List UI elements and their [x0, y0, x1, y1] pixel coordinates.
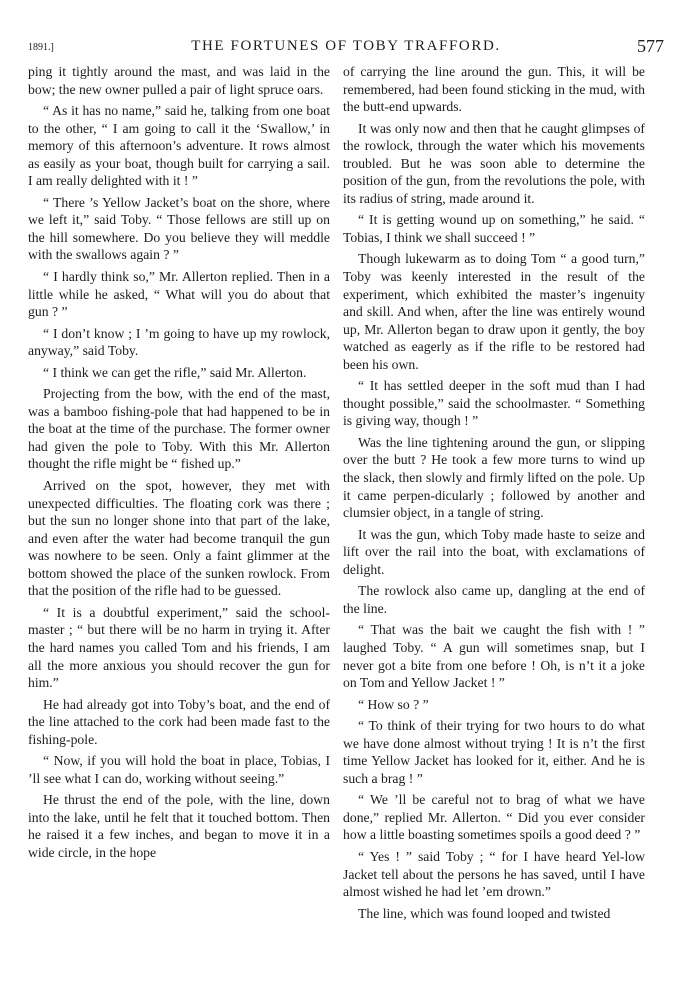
paragraph: It was only now and then that he caught glimpses of the rowlock, through the water which his movements troubled. But he was soon able to determine the position of the gun, from the revolutions the pole, with its radius of string, made around it. — [343, 120, 645, 206]
paragraph: “ Yes ! ” said Toby ; “ for I have heard Yel-low Jacket tell about the persons he has saved, until I have almost wished he had let ’em drown.” — [343, 848, 645, 900]
paragraph: Was the line tightening around the gun, or slipping over the butt ? He took a few more turns to wind up the slack, then slowly and firmly lifted on the pole. Up it came perpen-dicularly ; followed by another and clumsier object, in a tangle of string. — [343, 434, 645, 521]
paragraph: “ We ’ll be careful not to brag of what we have done,” replied Mr. Allerton. “ Did you ever consider how a little boasting sometimes spoils a good deed ? ” — [343, 792, 645, 843]
issue-date: 1891.] — [28, 42, 54, 53]
running-title: THE FORTUNES OF TOBY TRAFFORD. — [191, 38, 501, 54]
paragraph: “ I don’t know ; I ’m going to have up my rowlock, anyway,” said Toby. — [28, 325, 330, 359]
paragraph: Arrived on the spot, however, they met with unexpected difficulties. The floating cork was there ; but the sun no longer shone into that part of the lake, and even after the water had become tranquil the gun was nowhere to be seen. Only a faint glimmer at the bottom showed the place of the sunken rowlock. From that the position of the rifle had to be guessed. — [28, 478, 330, 599]
paragraph: Projecting from the bow, with the end of the mast, was a bamboo fishing-pole that had happened to be in the boat at the time of the purchase. The former owner had given the pole to Toby. With this Mr. Allerton thought the rifle might be “ fished up.” — [28, 386, 330, 472]
paragraph: “ There ’s Yellow Jacket’s boat on the shore, where we left it,” said Toby. “ Those fellows are still up on the hill somewhere. Do you believe they will meddle with the swallows again ? ” — [28, 194, 330, 263]
left-column — [28, 63, 330, 862]
paragraph: “ As it has no name,” said he, talking from one boat to the other, “ I am going to call it the ‘Swallow,’ in memory of this afternoon’s adventure. It rows almost as easily as your boat, though built for carrying a sail. I am really delighted with it ! ” — [28, 103, 330, 189]
paragraph: The rowlock also came up, dangling at the end of the line. — [343, 583, 645, 616]
paragraph: “ It is getting wound up on something,” he said. “ Tobias, I think we shall succeed ! ” — [343, 212, 645, 245]
page-number: 577 — [637, 36, 664, 56]
paragraph: The line, which was found looped and twisted — [358, 905, 611, 921]
paragraph: “ I hardly think so,” Mr. Allerton replied. Then in a little while he asked, “ What will you do about that gun ? ” — [28, 269, 330, 320]
paragraph: He thrust the end of the pole, with the line, down into the lake, until he felt that it touched bottom. Then he raised it a few inches, and began to move it in a wide circle, in the hope — [28, 792, 330, 860]
paragraph: “ I think we can get the rifle,” said Mr. Allerton. — [43, 364, 307, 380]
paragraph: “ That was the bait we caught the fish with ! ” laughed Toby. “ A gun will sometimes snap, but I never got a bite from one before ! Oh, is n’t it a joke on Tom and Yellow Jacket ! ” — [343, 622, 645, 691]
paragraph: “ To think of their trying for two hours to do what we have done almost without trying ! It is n’t the first time Yellow Jacket has looked for it, either. And he is such a brag ! ” — [343, 718, 645, 786]
right-column — [343, 63, 645, 922]
paragraph: ping it tightly around the mast, and was laid in the bow; the new owner pulled a pair of light spruce oars. — [28, 64, 330, 97]
paragraph: “ It has settled deeper in the soft mud than I had thought possible,” said the schoolmaster. “ Something is giving way, though ! ” — [343, 378, 645, 429]
paragraph: of carrying the line around the gun. This, it will be remembered, had been found sticking in the mud, with the butt-end upwards. — [343, 64, 645, 115]
paragraph: “ Now, if you will hold the boat in place, Tobias, I ’ll see what I can do, working without seeing.” — [28, 753, 330, 786]
paragraph: “ It is a doubtful experiment,” said the school-master ; “ but there will be no harm in trying it. After the hard names you called Tom and his friends, I am all the more anxious you should recover the gun for him.” — [28, 604, 330, 691]
paragraph: It was the gun, which Toby made haste to seize and lift over the rail into the boat, with exclamations of delight. — [343, 526, 645, 577]
paragraph: Though lukewarm as to doing Tom “ a good turn,” Toby was keenly interested in the result of the experiment, which exhibited the master’s ingenuity and skill. And when, after the line was entirely wound up, Mr. Allerton began to draw upon it gently, the boy watched as eagerly as if the rifle to be restored had been his own. — [343, 251, 645, 372]
paragraph: “ How so ? ” — [358, 696, 429, 712]
page-header — [28, 38, 664, 62]
paragraph: He had already got into Toby’s boat, and the end of the line attached to the cork had been made fast to the fishing-pole. — [28, 696, 330, 747]
